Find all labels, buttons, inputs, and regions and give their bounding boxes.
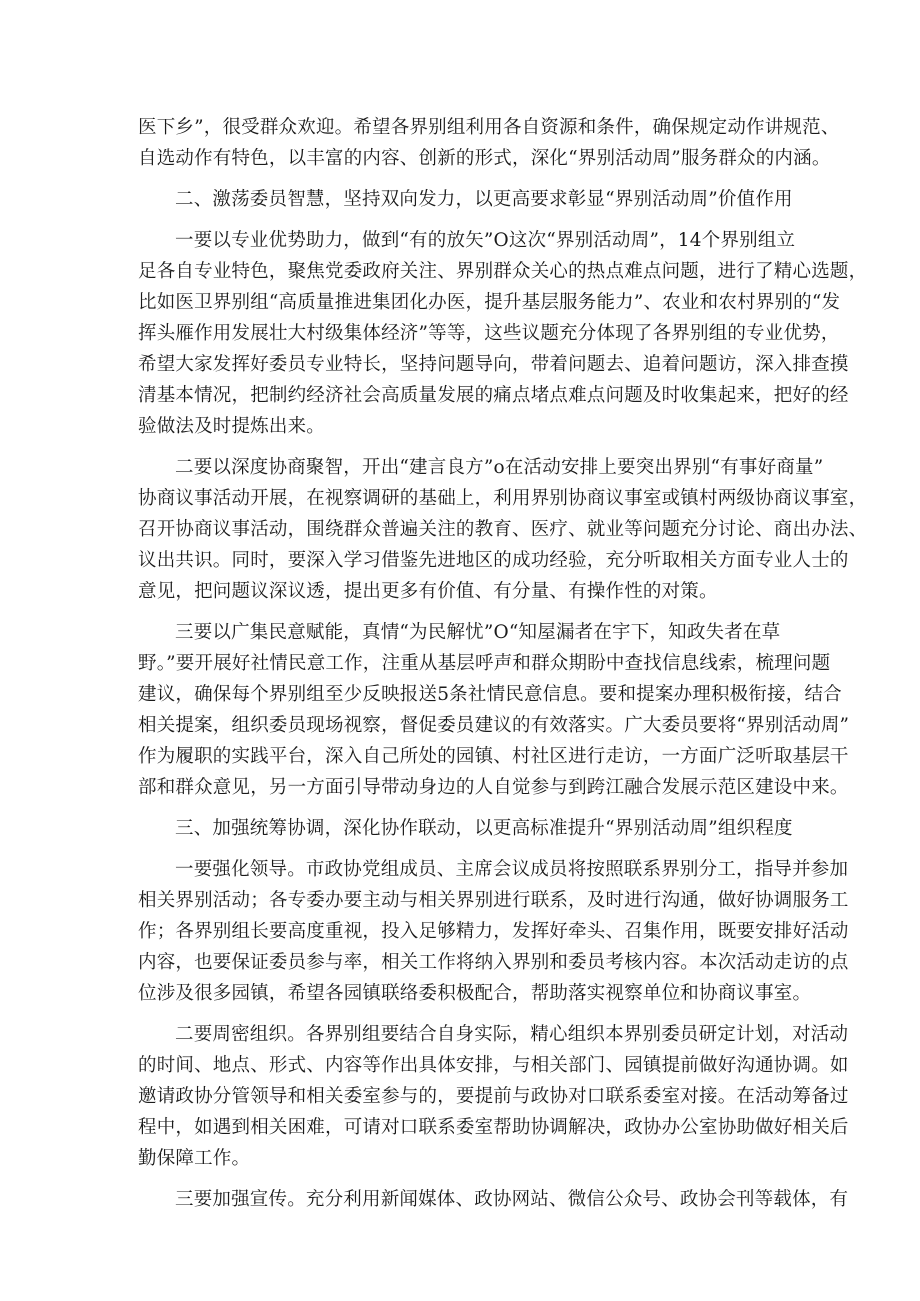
text-line: 召开协商议事活动，围绕群众普遍关注的教育、医疗、就业等问题充分讨论、商出办法、: [138, 519, 868, 540]
text-line: 相关界别活动；各专委办要主动与相关界别进行联系，及时进行沟通，做好协调服务工: [138, 890, 849, 911]
text-line: 挥头雁作用发展壮大村级集体经济”等等，这些议题充分体现了各界别组的专业优势，: [138, 323, 840, 344]
paragraph-gap: [138, 1009, 788, 1019]
paragraph-first-line: 二要周密组织。各界别组要结合自身实际，精心组织本界别委员研定计划，对活动: [175, 1024, 849, 1045]
text-line: 邀请政协分管领导和相关委室参与的，要提前与政协对口联系委室对接。在活动筹备过: [138, 1086, 849, 1107]
paragraph-gap: [138, 442, 788, 452]
paragraph-first-line: 三要加强宣传。充分利用新闻媒体、政协网站、微信公众号、政协会刊等载体，有: [175, 1189, 849, 1210]
paragraph-gap: [138, 844, 788, 854]
paragraph-first-line: 一要以专业优势助力，做到“有的放矢”O这次“界别活动周”，14个界别组立: [175, 230, 796, 251]
text-line: 医下乡”，很受群众欢迎。希望各界别组利用各自资源和条件，确保规定动作讲规范、: [138, 117, 840, 138]
text-line: 部和群众意见，另一方面引导带动身边的人自觉参与到跨江融合发展示范区建设中来。: [138, 777, 849, 798]
text-line: 勤保障工作。: [138, 1148, 251, 1169]
paragraph-gap: [138, 1174, 788, 1184]
text-line: 位涉及很多园镇，希望各园镇联络委积极配合，帮助落实视察单位和协商议事室。: [138, 983, 812, 1004]
text-line: 足各自专业特色，聚焦党委政府关注、界别群众关心的热点难点问题，进行了精心选题，: [138, 261, 868, 282]
text-line: 议出共识。同时，要深入学习借鉴先进地区的成功经验，充分听取相关方面专业人士的: [138, 550, 849, 571]
paragraph-gap: [138, 174, 788, 184]
paragraph-gap: [138, 803, 788, 813]
text-line: 内容，也要保证委员参与率，相关工作将纳入界别和委员考核内容。本次活动走访的点: [138, 952, 849, 973]
text-line: 的时间、地点、形式、内容等作出具体安排，与相关部门、园镇提前做好沟通协调。如: [138, 1055, 849, 1076]
text-line: 清基本情况，把制约经济社会高质量发展的痛点堵点难点问题及时收集起来，把好的经: [138, 385, 849, 406]
text-line: 作为履职的实践平台，深入自己所处的园镇、村社区进行走访，一方面广泛听取基层干: [138, 746, 849, 767]
text-line: 建议，确保每个界别组至少反映报送5条社情民意信息。要和提案办理积极衔接，结合: [138, 684, 842, 705]
paragraph-first-line: 二、激荡委员智慧，坚持双向发力，以更高要求彰显“界别活动周”价值作用: [175, 189, 793, 210]
text-line: 程中，如遇到相关困难，可请对口联系委室帮助协调解决，政协办公室协助做好相关后: [138, 1117, 849, 1138]
text-line: 相关提案，组织委员现场视察，督促委员建议的有效落实。广大委员要将“界别活动周”: [138, 715, 850, 736]
text-line: 希望大家发挥好委员专业特长，坚持问题导向，带着问题去、追着问题访，深入排查摸: [138, 354, 849, 375]
paragraph-first-line: 三要以广集民意赋能，真情“为民解忧”O“知屋漏者在宇下，知政失者在草: [175, 622, 781, 643]
paragraph-first-line: 一要强化领导。市政协党组成员、主席会议成员将按照联系界别分工，指导并参加: [175, 859, 849, 880]
paragraph-gap: [138, 607, 788, 617]
text-line: 作；各界别组长要高度重视，投入足够精力，发挥好牵头、召集作用，既要安排好活动: [138, 921, 849, 942]
text-line: 比如医卫界别组“高质量推进集团化办医，提升基层服务能力”、农业和农村界别的“发: [138, 292, 841, 313]
paragraph-first-line: 二要以深度协商聚智，开出“建言良方”o在活动安排上要突出界别“有事好商量”: [175, 457, 824, 478]
text-line: 自选动作有特色，以丰富的内容、创新的形式，深化“界别活动周”服务群众的内涵。: [138, 148, 831, 169]
document-body: [138, 112, 868, 1215]
text-line: 协商议事活动开展，在视察调研的基础上，利用界别协商议事室或镇村两级协商议事室，: [138, 488, 868, 509]
paragraph-gap: [138, 215, 788, 225]
paragraph-first-line: 三、加强统筹协调，深化协作联动，以更高标准提升“界别活动周”组织程度: [175, 818, 793, 839]
text-line: 野。”要开展好社情民意工作，注重从基层呼声和群众期盼中查找信息线索，梳理问题: [138, 653, 831, 674]
text-line: 验做法及时提炼出来。: [138, 416, 326, 437]
text-line: 意见，把问题议深议透，提出更多有价值、有分量、有操作性的对策。: [138, 581, 718, 602]
